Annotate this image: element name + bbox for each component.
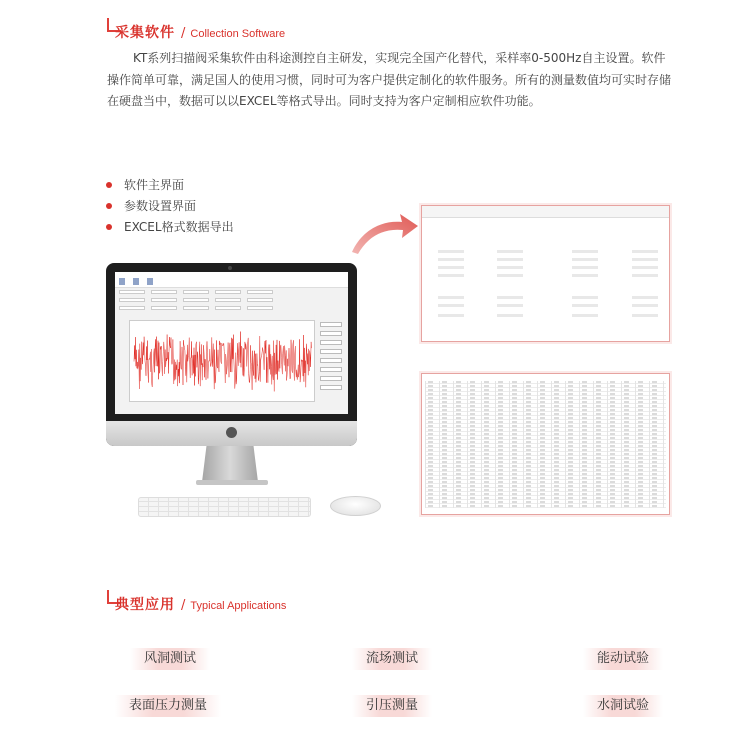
feature-list xyxy=(106,174,234,237)
bullet-dot-icon xyxy=(106,182,112,188)
collection-title-separator: / xyxy=(181,26,186,41)
application-item-energy-test: 能动试验 xyxy=(583,648,663,670)
software-main-screen xyxy=(115,272,348,414)
collection-section-title xyxy=(115,22,285,42)
bullet-dot-icon xyxy=(106,203,112,209)
application-item-flow-field: 流场测试 xyxy=(352,648,432,670)
app-toolbar xyxy=(115,272,348,288)
settings-field xyxy=(572,296,598,299)
application-item-water-tunnel: 水洞试验 xyxy=(583,695,663,717)
settings-toolbar xyxy=(422,206,669,218)
settings-field xyxy=(497,304,523,307)
applications-section-title xyxy=(115,594,286,614)
application-item-wind-tunnel: 风洞测试 xyxy=(130,648,210,670)
signal-plot xyxy=(129,320,315,402)
collection-title-cn: 采集软件 xyxy=(115,25,175,41)
settings-field xyxy=(497,266,523,269)
feature-label: EXCEL格式数据导出 xyxy=(124,220,234,234)
excel-cell-values xyxy=(425,381,666,508)
settings-field xyxy=(572,304,598,307)
settings-field xyxy=(572,314,598,317)
apple-logo-icon xyxy=(226,427,237,438)
applications-title-en: Typical Applications xyxy=(190,600,287,612)
collection-title-en: Collection Software xyxy=(190,28,286,40)
applications-title-cn: 典型应用 xyxy=(115,597,175,613)
settings-field xyxy=(438,258,464,261)
settings-field xyxy=(572,266,598,269)
toolbar-icon xyxy=(133,278,139,285)
settings-field xyxy=(572,250,598,253)
settings-field xyxy=(438,304,464,307)
settings-field xyxy=(497,296,523,299)
side-buttons xyxy=(320,322,342,394)
curved-arrow-icon xyxy=(348,208,420,256)
settings-field xyxy=(497,250,523,253)
excel-export-screenshot xyxy=(421,373,670,515)
feature-item xyxy=(106,195,234,216)
imac-stand-foot xyxy=(196,480,268,485)
feature-item xyxy=(106,174,234,195)
parameter-settings-screenshot xyxy=(421,205,670,342)
mouse-image xyxy=(330,496,381,516)
bullet-dot-icon xyxy=(106,224,112,230)
settings-field xyxy=(572,258,598,261)
settings-field xyxy=(632,266,658,269)
signal-line xyxy=(134,332,312,392)
imac-stand xyxy=(202,446,258,482)
settings-field xyxy=(438,274,464,277)
settings-field xyxy=(497,258,523,261)
applications-title-separator: / xyxy=(181,598,186,613)
signal-waveform xyxy=(130,321,316,403)
settings-field xyxy=(438,250,464,253)
keyboard-image xyxy=(138,497,311,517)
settings-field xyxy=(632,304,658,307)
imac-monitor-image xyxy=(106,263,357,446)
settings-field xyxy=(632,314,658,317)
camera-icon xyxy=(228,266,232,270)
feature-label: 软件主界面 xyxy=(124,178,185,192)
settings-field xyxy=(572,274,598,277)
collection-description: KT系列扫描阀采集软件由科途测控自主研发，实现完全国产化替代，采样率0-500Hz自主设置。软件操作简单可靠，满足国人的使用习惯，同时可为客户提供定制化的软件服务。所有的测量数值均可实时存储在硬盘当中，数据可以以EXCEL等格式导出。同时支持为客户定制相应软件功能。 xyxy=(107,51,672,108)
settings-field xyxy=(632,274,658,277)
settings-field xyxy=(438,314,464,317)
settings-field xyxy=(632,296,658,299)
application-item-surface-pressure: 表面压力测量 xyxy=(115,695,221,717)
imac-chin xyxy=(106,421,357,446)
settings-field xyxy=(632,258,658,261)
settings-field xyxy=(438,266,464,269)
application-item-pressure-tap: 引压测量 xyxy=(352,695,432,717)
settings-field xyxy=(438,296,464,299)
settings-field xyxy=(632,250,658,253)
toolbar-icon xyxy=(119,278,125,285)
toolbar-icon xyxy=(147,278,153,285)
settings-field xyxy=(497,274,523,277)
feature-item xyxy=(106,216,234,237)
settings-field xyxy=(497,314,523,317)
feature-label: 参数设置界面 xyxy=(124,199,197,213)
